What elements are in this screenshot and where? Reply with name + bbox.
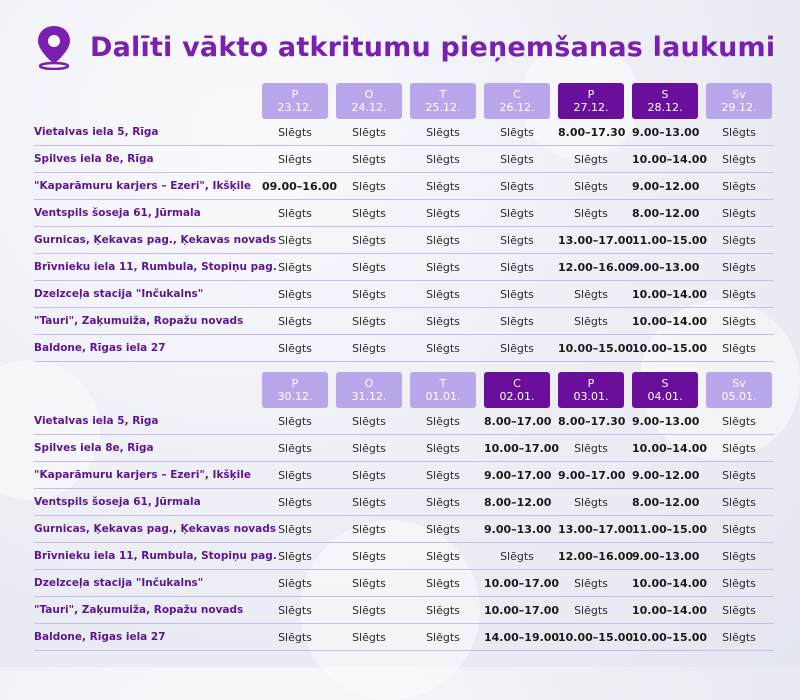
opening-hours-cell: Slēgts — [278, 260, 312, 274]
opening-hours-cell: Slēgts — [574, 603, 608, 617]
opening-hours-cell: Slēgts — [426, 287, 460, 301]
opening-hours-cell: Slēgts — [278, 314, 312, 328]
day-date: 23.12. — [277, 101, 313, 114]
opening-hours-cell: Slēgts — [352, 495, 386, 509]
location-name: "Kaparāmuru karjers – Ezeri", Ikšķile — [34, 469, 251, 481]
location-name: Brīvnieku iela 11, Rumbula, Stopiņu pag. — [34, 261, 277, 273]
opening-hours-cell: Slēgts — [722, 179, 756, 193]
day-header — [336, 83, 402, 119]
opening-hours-cell: Slēgts — [352, 314, 386, 328]
opening-hours-cell: Slēgts — [278, 468, 312, 482]
opening-hours-cell: Slēgts — [278, 603, 312, 617]
opening-hours-cell: 10.00–15.00 — [632, 341, 708, 355]
location-name: Dzelzceļa stacija "Inčukalns" — [34, 577, 204, 589]
location-pin-icon — [34, 24, 74, 70]
location-name: Baldone, Rīgas iela 27 — [34, 631, 166, 643]
opening-hours-cell: Slēgts — [574, 576, 608, 590]
day-date: 02.01. — [499, 390, 535, 403]
opening-hours-cell: Slēgts — [722, 468, 756, 482]
opening-hours-cell: Slēgts — [426, 630, 460, 644]
location-name: Baldone, Rīgas iela 27 — [34, 342, 166, 354]
opening-hours-cell: Slēgts — [574, 441, 608, 455]
opening-hours-cell: Slēgts — [426, 468, 460, 482]
opening-hours-cell: Slēgts — [352, 152, 386, 166]
opening-hours-cell: Slēgts — [500, 287, 534, 301]
opening-hours-cell: Slēgts — [426, 522, 460, 536]
day-of-week: T — [439, 88, 447, 101]
opening-hours-cell: Slēgts — [278, 206, 312, 220]
opening-hours-cell: Slēgts — [426, 341, 460, 355]
opening-hours-cell: Slēgts — [278, 152, 312, 166]
day-date: 24.12. — [351, 101, 387, 114]
opening-hours-cell: 10.00–14.00 — [632, 441, 708, 455]
table-row — [34, 489, 774, 516]
opening-hours-cell: Slēgts — [352, 603, 386, 617]
opening-hours-cell: Slēgts — [722, 414, 756, 428]
opening-hours-cell: 8.00–12.00 — [632, 495, 700, 509]
opening-hours-cell: 10.00–15.00 — [558, 341, 634, 355]
day-date: 27.12. — [573, 101, 609, 114]
opening-hours-cell: 11.00–15.00 — [632, 233, 708, 247]
opening-hours-cell: Slēgts — [278, 233, 312, 247]
opening-hours-cell: Slēgts — [352, 179, 386, 193]
opening-hours-cell: 13.00–17.00 — [558, 522, 634, 536]
opening-hours-cell: Slēgts — [722, 125, 756, 139]
opening-hours-cell: Slēgts — [352, 125, 386, 139]
location-name: Vietalvas iela 5, Rīga — [34, 415, 159, 427]
header-spacer — [34, 372, 254, 408]
opening-hours-cell: Slēgts — [500, 341, 534, 355]
opening-hours-cell: 8.00–12.00 — [484, 495, 552, 509]
opening-hours-cell: Slēgts — [426, 495, 460, 509]
day-of-week: C — [513, 377, 521, 390]
opening-hours-cell: Slēgts — [352, 341, 386, 355]
table-row — [34, 146, 774, 173]
opening-hours-cell: 9.00–13.00 — [632, 549, 700, 563]
opening-hours-cell: Slēgts — [352, 576, 386, 590]
opening-hours-cell: Slēgts — [426, 233, 460, 247]
location-name: Spilves iela 8e, Rīga — [34, 442, 154, 454]
opening-hours-cell: 14.00–19.00 — [484, 630, 560, 644]
opening-hours-cell: Slēgts — [500, 260, 534, 274]
opening-hours-cell: 8.00–17.30 — [558, 414, 626, 428]
opening-hours-cell: Slēgts — [352, 233, 386, 247]
opening-hours-cell: 10.00–17.00 — [484, 441, 560, 455]
location-name: "Kaparāmuru karjers – Ezeri", Ikšķile — [34, 180, 251, 192]
opening-hours-cell: Slēgts — [722, 341, 756, 355]
schedule-table-week-1 — [34, 83, 774, 362]
day-date: 05.01. — [721, 390, 757, 403]
table-row — [34, 624, 774, 651]
opening-hours-cell: Slēgts — [722, 549, 756, 563]
opening-hours-cell: Slēgts — [574, 495, 608, 509]
day-of-week: T — [439, 377, 447, 390]
opening-hours-cell: 10.00–14.00 — [632, 576, 708, 590]
opening-hours-cell: 9.00–13.00 — [632, 260, 700, 274]
opening-hours-cell: 10.00–15.00 — [632, 630, 708, 644]
day-date: 29.12. — [721, 101, 757, 114]
opening-hours-cell: Slēgts — [426, 206, 460, 220]
table-row — [34, 570, 774, 597]
opening-hours-cell: Slēgts — [426, 260, 460, 274]
opening-hours-cell: Slēgts — [500, 549, 534, 563]
day-date: 31.12. — [351, 390, 387, 403]
table-row — [34, 408, 774, 435]
opening-hours-cell: Slēgts — [722, 603, 756, 617]
opening-hours-cell: Slēgts — [722, 260, 756, 274]
day-date: 30.12. — [277, 390, 313, 403]
opening-hours-cell: Slēgts — [722, 152, 756, 166]
opening-hours-cell: 13.00–17.00 — [558, 233, 634, 247]
location-name: Ventspils šoseja 61, Jūrmala — [34, 207, 201, 219]
day-header — [336, 372, 402, 408]
opening-hours-cell: Slēgts — [426, 603, 460, 617]
header — [34, 24, 775, 70]
day-header — [410, 372, 476, 408]
opening-hours-cell: Slēgts — [500, 314, 534, 328]
table-row — [34, 597, 774, 624]
day-date: 25.12. — [425, 101, 461, 114]
table-row — [34, 227, 774, 254]
opening-hours-cell: 10.00–17.00 — [484, 603, 560, 617]
opening-hours-cell: Slēgts — [278, 441, 312, 455]
day-of-week: S — [661, 88, 669, 101]
table-row — [34, 435, 774, 462]
opening-hours-cell: Slēgts — [722, 576, 756, 590]
opening-hours-cell: Slēgts — [278, 549, 312, 563]
day-date: 03.01. — [573, 390, 609, 403]
day-date: 28.12. — [647, 101, 683, 114]
opening-hours-cell: 10.00–14.00 — [632, 603, 708, 617]
opening-hours-cell: Slēgts — [574, 287, 608, 301]
opening-hours-cell: Slēgts — [426, 414, 460, 428]
opening-hours-cell: 9.00–17.00 — [484, 468, 552, 482]
day-of-week: O — [364, 377, 374, 390]
header-spacer — [34, 83, 254, 119]
day-header — [484, 372, 550, 408]
day-date: 01.01. — [425, 390, 461, 403]
opening-hours-cell: Slēgts — [500, 125, 534, 139]
opening-hours-cell: Slēgts — [500, 233, 534, 247]
opening-hours-cell: Slēgts — [352, 206, 386, 220]
day-of-week: S — [661, 377, 669, 390]
day-header-row — [34, 372, 774, 408]
opening-hours-cell: Slēgts — [278, 125, 312, 139]
opening-hours-cell: Slēgts — [722, 441, 756, 455]
table-row — [34, 173, 774, 200]
opening-hours-cell: Slēgts — [426, 152, 460, 166]
day-header — [262, 83, 328, 119]
day-of-week: C — [513, 88, 521, 101]
day-header — [706, 83, 772, 119]
opening-hours-cell: Slēgts — [722, 233, 756, 247]
location-name: Ventspils šoseja 61, Jūrmala — [34, 496, 201, 508]
day-header — [262, 372, 328, 408]
day-date: 04.01. — [647, 390, 683, 403]
location-name: Gurnicas, Ķekavas pag., Ķekavas novads — [34, 234, 277, 246]
opening-hours-cell: Slēgts — [278, 576, 312, 590]
opening-hours-cell: Slēgts — [352, 522, 386, 536]
table-row — [34, 462, 774, 489]
opening-hours-cell: Slēgts — [500, 152, 534, 166]
opening-hours-cell: Slēgts — [722, 206, 756, 220]
opening-hours-cell: Slēgts — [278, 414, 312, 428]
opening-hours-cell: 12.00–16.00 — [558, 260, 634, 274]
day-date: 26.12. — [499, 101, 535, 114]
day-header — [632, 372, 698, 408]
location-name: "Tauri", Zaķumuiža, Ropažu novads — [34, 604, 244, 616]
opening-hours-cell: Slēgts — [426, 179, 460, 193]
opening-hours-cell: 10.00–14.00 — [632, 152, 708, 166]
opening-hours-cell: Slēgts — [278, 630, 312, 644]
opening-hours-cell: Slēgts — [722, 522, 756, 536]
location-name: Spilves iela 8e, Rīga — [34, 153, 154, 165]
opening-hours-cell: Slēgts — [352, 260, 386, 274]
opening-hours-cell: 09.00–16.00 — [262, 179, 338, 193]
opening-hours-cell: Slēgts — [352, 414, 386, 428]
schedule-table-week-2 — [34, 372, 774, 651]
table-row — [34, 254, 774, 281]
day-header — [632, 83, 698, 119]
day-header — [558, 83, 624, 119]
table-row — [34, 308, 774, 335]
opening-hours-cell: Slēgts — [574, 206, 608, 220]
opening-hours-cell: Slēgts — [574, 179, 608, 193]
table-row — [34, 281, 774, 308]
location-name: Dzelzceļa stacija "Inčukalns" — [34, 288, 204, 300]
opening-hours-cell: Slēgts — [278, 495, 312, 509]
opening-hours-cell: 9.00–12.00 — [632, 179, 700, 193]
opening-hours-cell: Slēgts — [722, 314, 756, 328]
page-title: Dalīti vākto atkritumu pieņemšanas laukumi — [90, 31, 776, 63]
opening-hours-cell: 11.00–15.00 — [632, 522, 708, 536]
table-row — [34, 516, 774, 543]
location-name: Vietalvas iela 5, Rīga — [34, 126, 159, 138]
opening-hours-cell: 10.00–17.00 — [484, 576, 560, 590]
day-header — [558, 372, 624, 408]
opening-hours-cell: 9.00–13.00 — [632, 414, 700, 428]
opening-hours-cell: 10.00–14.00 — [632, 287, 708, 301]
day-of-week: Sv — [732, 88, 746, 101]
opening-hours-cell: Slēgts — [278, 287, 312, 301]
day-of-week: Sv — [732, 377, 746, 390]
table-row — [34, 335, 774, 362]
opening-hours-cell: Slēgts — [500, 206, 534, 220]
opening-hours-cell: Slēgts — [426, 549, 460, 563]
opening-hours-cell: 9.00–13.00 — [632, 125, 700, 139]
table-row — [34, 119, 774, 146]
table-row — [34, 200, 774, 227]
opening-hours-cell: 10.00–14.00 — [632, 314, 708, 328]
opening-hours-cell: 9.00–17.00 — [558, 468, 626, 482]
opening-hours-cell: Slēgts — [426, 441, 460, 455]
opening-hours-cell: 8.00–17.30 — [558, 125, 626, 139]
opening-hours-cell: Slēgts — [352, 630, 386, 644]
table-row — [34, 543, 774, 570]
opening-hours-cell: 8.00–12.00 — [632, 206, 700, 220]
opening-hours-cell: Slēgts — [352, 549, 386, 563]
opening-hours-cell: Slēgts — [722, 630, 756, 644]
opening-hours-cell: Slēgts — [426, 314, 460, 328]
day-header — [484, 83, 550, 119]
opening-hours-cell: 12.00–16.00 — [558, 549, 634, 563]
opening-hours-cell: Slēgts — [722, 287, 756, 301]
day-of-week: P — [587, 88, 595, 101]
location-name: Brīvnieku iela 11, Rumbula, Stopiņu pag. — [34, 550, 277, 562]
opening-hours-cell: Slēgts — [426, 125, 460, 139]
day-header — [410, 83, 476, 119]
opening-hours-cell: 9.00–13.00 — [484, 522, 552, 536]
location-name: "Tauri", Zaķumuiža, Ropažu novads — [34, 315, 244, 327]
opening-hours-cell: Slēgts — [352, 287, 386, 301]
day-of-week: O — [364, 88, 374, 101]
opening-hours-cell: 10.00–15.00 — [558, 630, 634, 644]
day-of-week: P — [587, 377, 595, 390]
opening-hours-cell: Slēgts — [574, 314, 608, 328]
day-of-week: P — [291, 88, 299, 101]
opening-hours-cell: Slēgts — [500, 179, 534, 193]
opening-hours-cell: 8.00–17.00 — [484, 414, 552, 428]
opening-hours-cell: Slēgts — [352, 441, 386, 455]
opening-hours-cell: Slēgts — [278, 522, 312, 536]
location-name: Gurnicas, Ķekavas pag., Ķekavas novads — [34, 523, 277, 535]
opening-hours-cell: Slēgts — [426, 576, 460, 590]
opening-hours-cell: Slēgts — [352, 468, 386, 482]
day-of-week: P — [291, 377, 299, 390]
opening-hours-cell: 9.00–12.00 — [632, 468, 700, 482]
day-header-row — [34, 83, 774, 119]
opening-hours-cell: Slēgts — [574, 152, 608, 166]
day-header — [706, 372, 772, 408]
opening-hours-cell: Slēgts — [722, 495, 756, 509]
opening-hours-cell: Slēgts — [278, 341, 312, 355]
